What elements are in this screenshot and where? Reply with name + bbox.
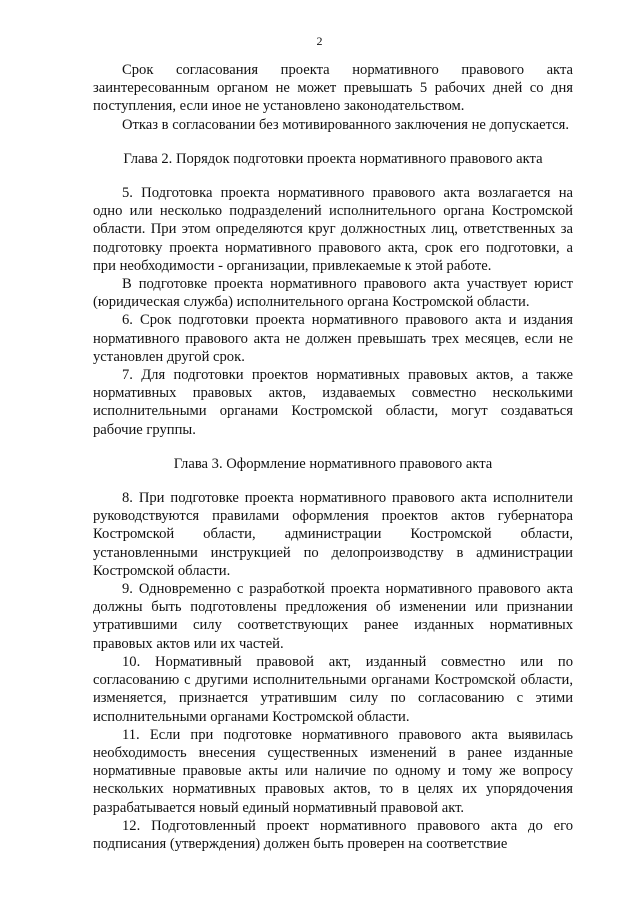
paragraph-refusal: Отказ в согласовании без мотивированного заключения не допускается.	[122, 116, 570, 133]
paragraph-lawyer: В подготовке проекта нормативного правового акта участвует юрист (юридическая служба) исполнительного органа Костромской области.	[93, 276, 573, 311]
paragraph-10: 10. Нормативный правовой акт, изданный совместно или по согласованию с другими исполнительными органами Костромской области, изменяется, признается утратившим силу по согласованию с этими исполнительными органами Костромской области.	[93, 653, 573, 725]
paragraph-8: 8. При подготовке проекта нормативного правового акта исполнители руководствуются правилами оформления проектов актов губернатора Костромской области, администрации Костромской области, установленными инструкцией по делопроизводству в администрации Костромской области.	[93, 490, 573, 579]
paragraph-6: 6. Срок подготовки проекта нормативного правового акта и издания нормативного правового акта не должен превышать трех месяцев, если не установлен другой срок.	[93, 312, 573, 365]
paragraph-9: 9. Одновременно с разработкой проекта нормативного правового акта должны быть подготовлены предложения об изменении или признании утратившими силу соответствующих ранее изданных нормативных правовых актов или их частей.	[93, 581, 573, 652]
paragraph-approval-term: Срок согласования проекта нормативного правового акта заинтересованным органом не может превышать 5 рабочих дней со дня поступления, если иное не установлено законодательством.	[93, 62, 573, 115]
chapter-3-heading: Глава 3. Оформление нормативного правового акта	[173, 455, 493, 472]
page-number: 2	[316, 34, 323, 48]
document-body	[93, 61, 573, 853]
chapter-2-heading: Глава 2. Порядок подготовки проекта нормативного правового акта	[123, 150, 543, 167]
paragraph-7: 7. Для подготовки проектов нормативных правовых актов, а также нормативных правовых актов, издаваемых совместно несколькими исполнительными органами Костромской области, могут создаваться рабочие группы.	[93, 367, 573, 438]
paragraph-5: 5. Подготовка проекта нормативного правового акта возлагается на одно или несколько подразделений исполнительного органа Костромской области. При этом определяются круг должностных лиц, ответственных за подготовку проекта нормативного правового акта, срок его подготовки, а при необходимости - организации, привлекаемые к этой работе.	[93, 185, 573, 274]
paragraph-11: 11. Если при подготовке нормативного правового акта выявилась необходимость внесения существенных изменений в ранее изданные нормативные правовые акты или наличие по одному и тому же вопросу нескольких нормативных правовых актов, то в целях их упорядочения разрабатывается новый единый нормативный правовой акт.	[93, 726, 573, 816]
paragraph-12: 12. Подготовленный проект нормативного правового акта до его подписания (утверждения) должен быть проверен на соответствие	[93, 817, 573, 852]
